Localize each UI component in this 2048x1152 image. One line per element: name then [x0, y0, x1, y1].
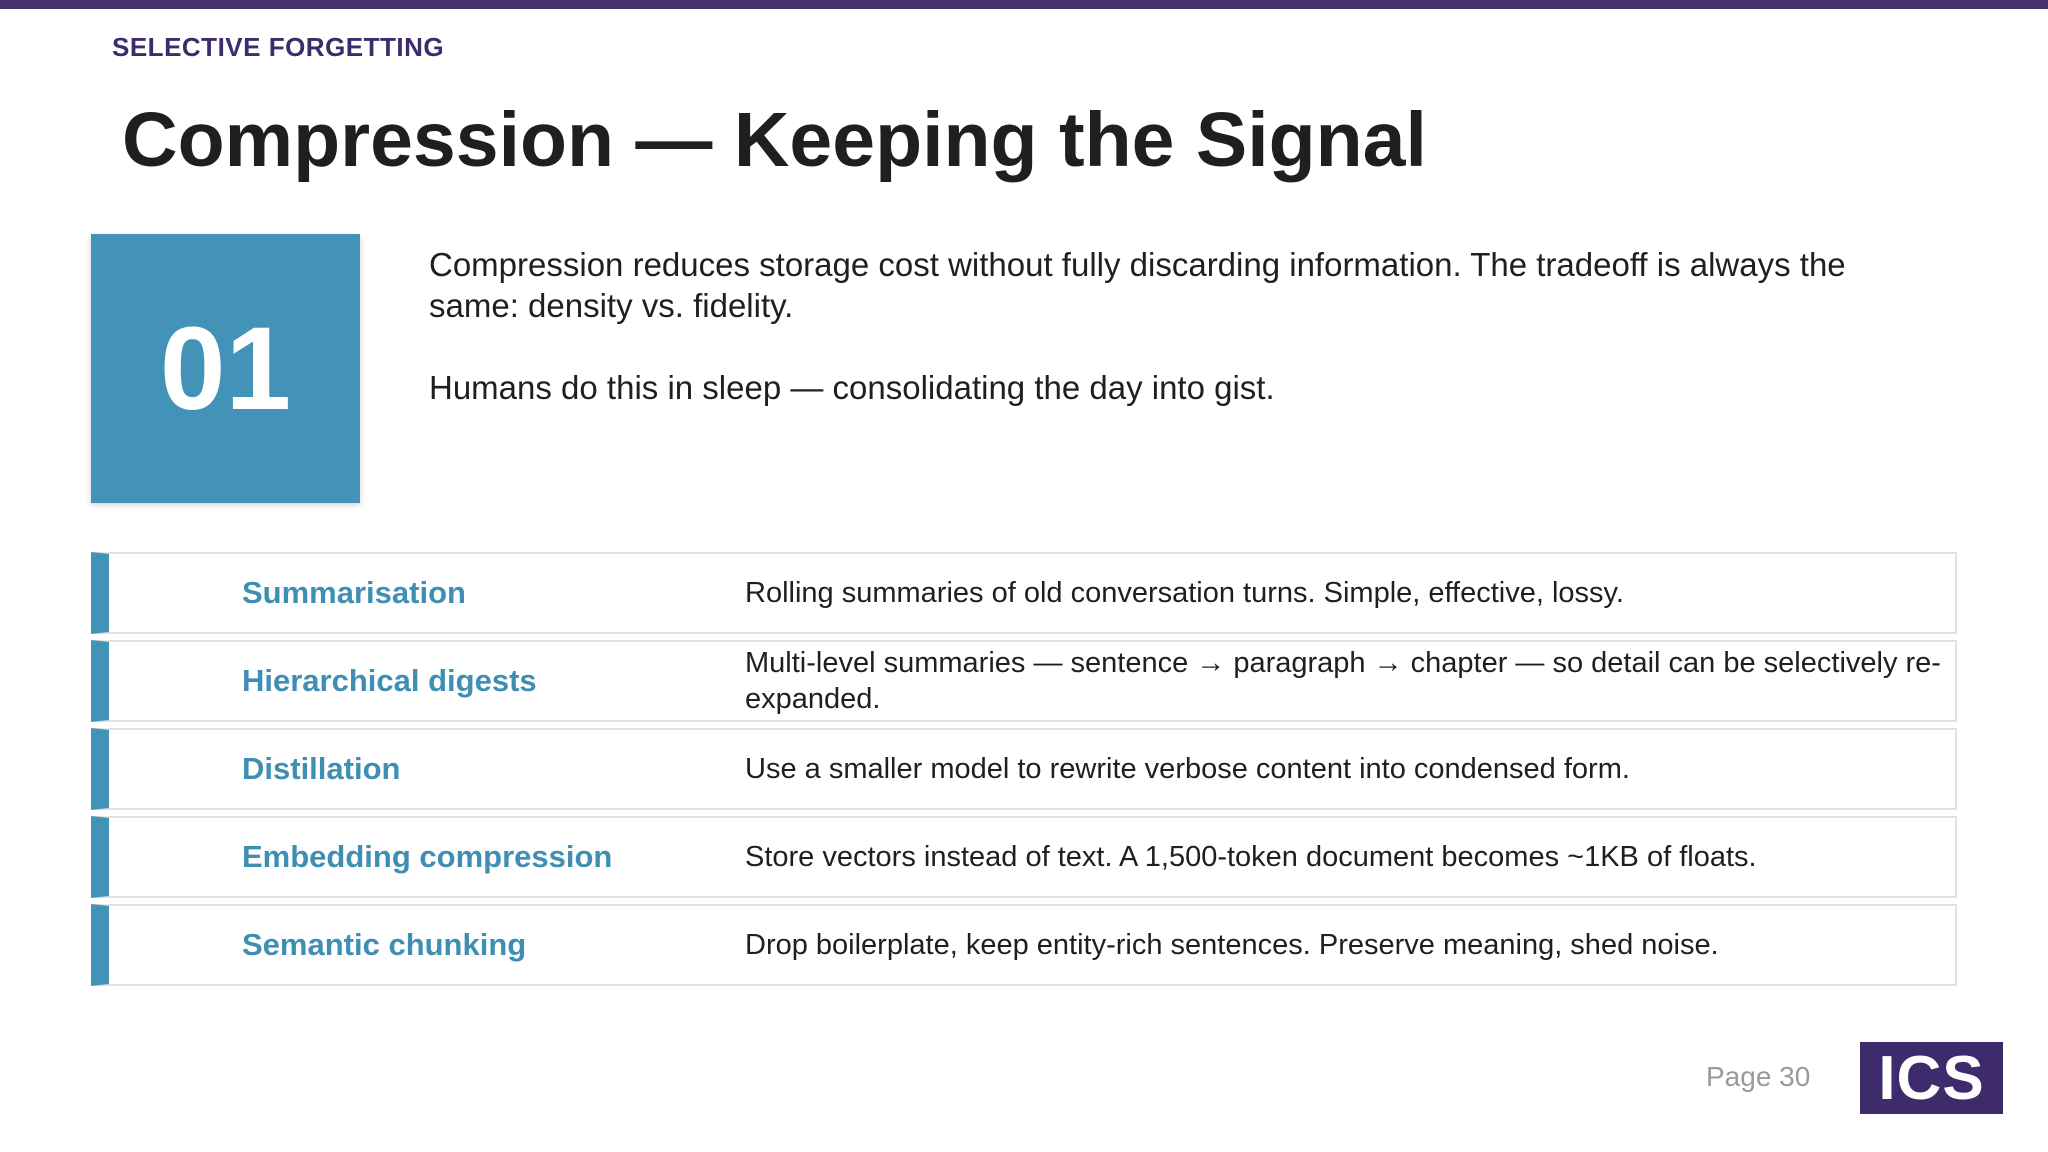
intro-paragraph: Humans do this in sleep — consolidating the day into gist.: [429, 369, 1275, 406]
table-row: [91, 728, 1957, 810]
section-number-badge: 01: [91, 234, 360, 503]
technique-term: Semantic chunking: [242, 927, 527, 962]
table-row: [91, 816, 1957, 898]
technique-definition: Multi-level summaries — sentence → paragraph → chapter — so detail can be selectively re-expanded.: [745, 647, 1941, 715]
technique-term: Summarisation: [242, 575, 466, 610]
technique-definition: Use a smaller model to rewrite verbose content into condensed form.: [745, 753, 1630, 785]
technique-term: Distillation: [242, 751, 401, 786]
top-accent-bar: [0, 0, 2048, 9]
technique-term: Embedding compression: [242, 839, 613, 874]
slide-title: Compression — Keeping the Signal: [122, 97, 1427, 183]
ics-logo: ICS: [1860, 1042, 2003, 1114]
table-row: [91, 640, 1957, 722]
table-row: [91, 904, 1957, 986]
technique-definition: Drop boilerplate, keep entity-rich sentences. Preserve meaning, shed noise.: [745, 929, 1719, 961]
section-label: SELECTIVE FORGETTING: [112, 32, 445, 62]
page-number: Page 30: [1706, 1061, 1811, 1092]
technique-term: Hierarchical digests: [242, 663, 537, 698]
technique-definition: Store vectors instead of text. A 1,500-token document becomes ~1KB of floats.: [745, 841, 1757, 873]
technique-definition: Rolling summaries of old conversation turns. Simple, effective, lossy.: [745, 577, 1624, 609]
table-row: [91, 552, 1957, 634]
technique-table: [91, 552, 1957, 992]
intro-paragraph: Compression reduces storage cost without fully discarding information. The tradeoff is always the same: density vs. fidelity.: [429, 246, 1846, 324]
intro-text: [429, 244, 1909, 408]
